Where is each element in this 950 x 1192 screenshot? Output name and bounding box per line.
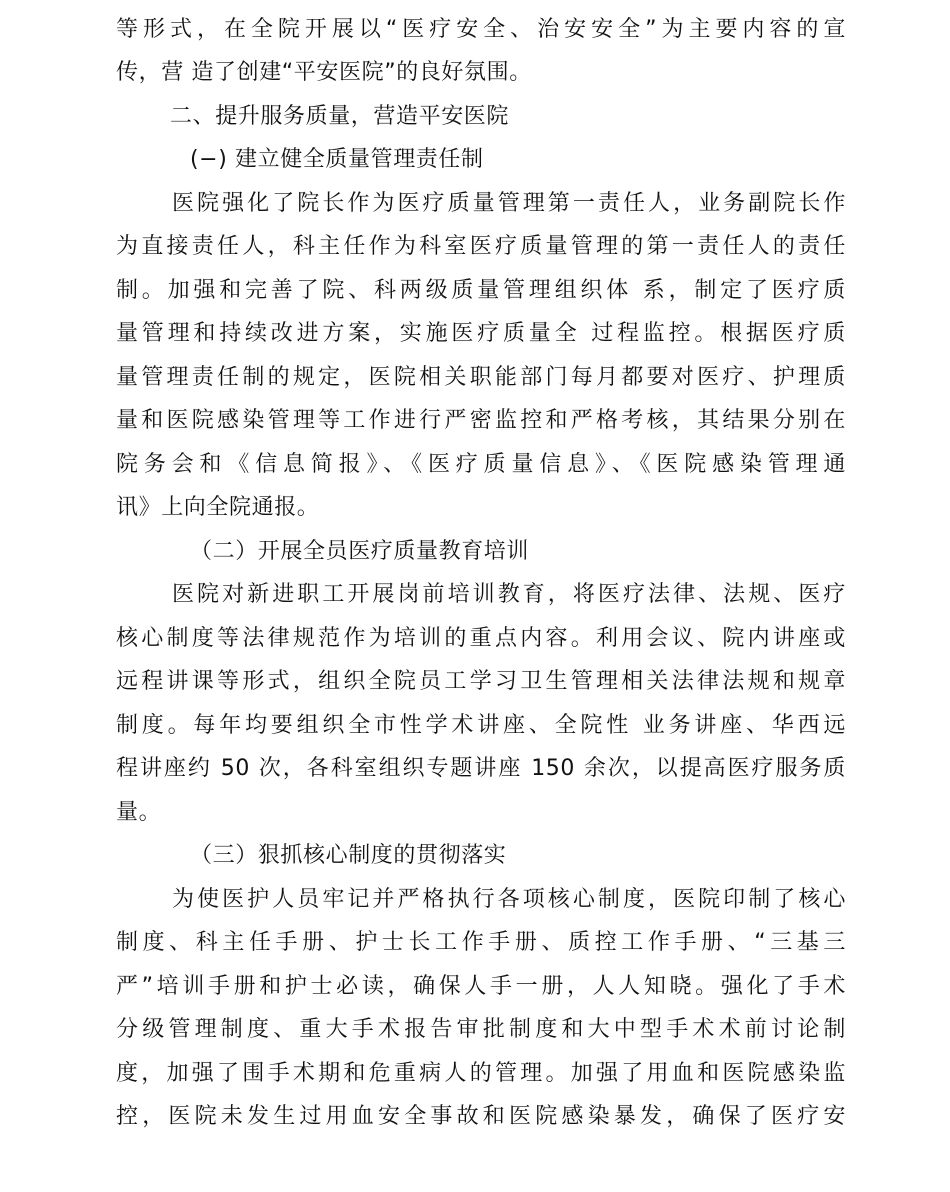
paragraph-line: 量和医院感染管理等工作进行严密监控和严格考核，其结果分别在	[116, 408, 846, 433]
subsection-heading: (−) 建立健全质量管理责任制	[190, 147, 484, 172]
paragraph-line: 分级管理制度、重大手术报告审批制度和大中型手术术前讨论制	[116, 1017, 846, 1042]
paragraph-line: 为直接责任人，科主任作为科室医疗质量管理的第一责任人的责任	[116, 234, 846, 259]
paragraph-line: 程讲座约 50 次，各科室组织专题讲座 150 余次，以提高医疗服务质	[116, 756, 846, 781]
paragraph-line: 核心制度等法律规范作为培训的重点内容。利用会议、院内讲座或	[116, 626, 846, 651]
paragraph-line: 医院强化了院长作为医疗质量管理第一责任人，业务副院长作	[172, 191, 846, 216]
paragraph-line: 量管理和持续改进方案，实施医疗质量全 过程监控。根据医疗质	[116, 321, 846, 346]
paragraph-line: 制度。每年均要组织全市性学术讲座、全院性 业务讲座、华西远	[116, 713, 846, 738]
paragraph-line: 远程讲课等形式，组织全院员工学习卫生管理相关法律法规和规章	[116, 669, 846, 694]
paragraph-line: 医院对新进职工开展岗前培训教育，将医疗法律、法规、医疗	[172, 582, 846, 607]
paragraph-line: 度，加强了围手术期和危重病人的管理。加强了用血和医院感染监	[116, 1061, 846, 1086]
paragraph-line: 讯》上向全院通报。	[116, 495, 320, 520]
subsection-heading: （二）开展全员医疗质量教育培训	[190, 539, 530, 564]
subsection-heading: （三）狠抓核心制度的贯彻落实	[190, 843, 507, 868]
paragraph-line: 等形式，在全院开展以“医疗安全、治安安全”为主要内容的宣	[116, 17, 846, 42]
paragraph-line: 量。	[116, 800, 162, 825]
paragraph-line: 制。加强和完善了院、科两级质量管理组织体 系，制定了医疗质	[116, 278, 846, 303]
paragraph-line: 传，营 造了创建“平安医院”的良好氛围。	[116, 60, 532, 85]
section-heading: 二、提升服务质量，营造平安医院	[170, 104, 510, 129]
paragraph-line: 严”培训手册和护士必读，确保人手一册，人人知晓。强化了手术	[116, 974, 846, 999]
paragraph-line: 制度、科主任手册、护士长工作手册、质控工作手册、“三基三	[116, 930, 846, 955]
paragraph-line: 控，医院未发生过用血安全事故和医院感染暴发，确保了医疗安	[116, 1104, 846, 1129]
paragraph-line: 院务会和《信息简报》、《医疗质量信息》、《医院感染管理通	[116, 452, 846, 477]
paragraph-line: 量管理责任制的规定，医院相关职能部门每月都要对医疗、护理质	[116, 365, 846, 390]
paragraph-line: 为使医护人员牢记并严格执行各项核心制度，医院印制了核心	[172, 887, 846, 912]
